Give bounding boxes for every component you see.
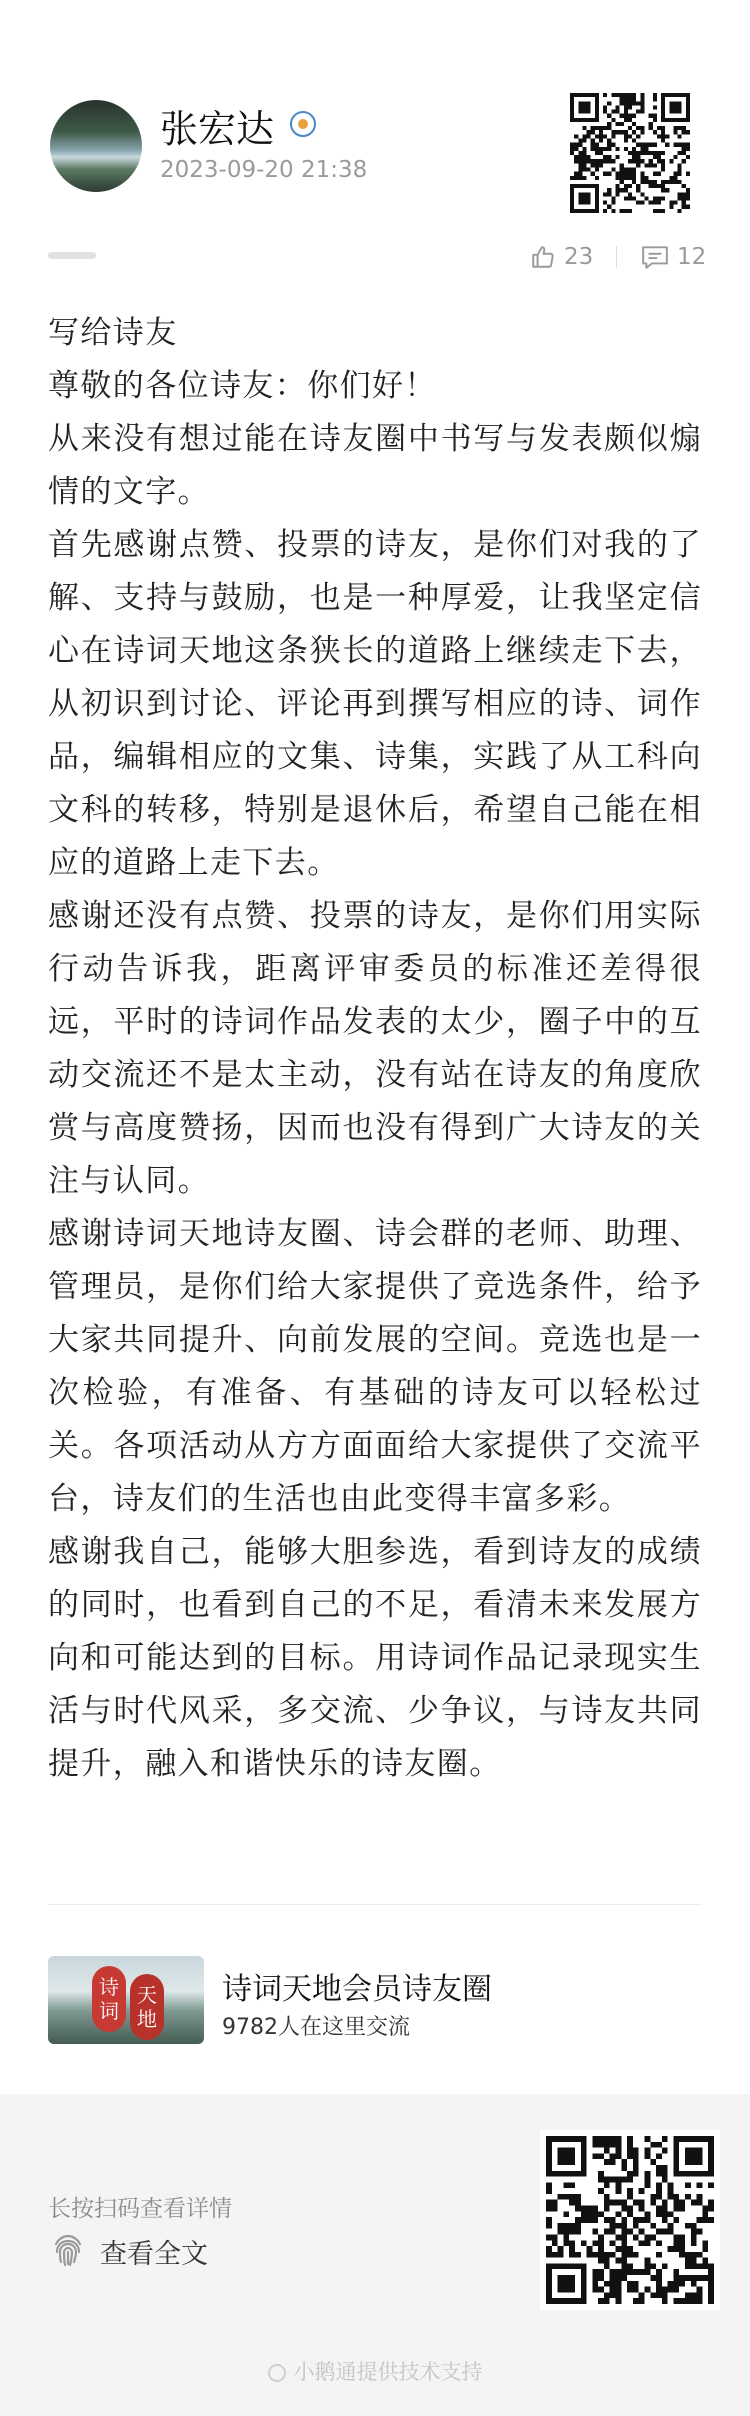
qr-code-bottom-matrix — [546, 2136, 714, 2304]
article-paragraph: 首先感谢点赞、投票的诗友，是你们对我的了解、支持与鼓励，也是一种厚爱，让我坚定信心在诗词天地这条狭长的道路上继续走下去，从初识到讨论、评论再到撰写相应的诗、词作品，编辑相应的文集、诗集，实践了从工科向文科的转移，特别是退休后，希望自己能在相应的道路上走下去。 — [48, 527, 702, 881]
post-timestamp: 2023-09-20 21:38 — [160, 157, 368, 183]
fingerprint-icon — [48, 2230, 88, 2270]
qr-code-top — [570, 93, 690, 213]
article-paragraph: 感谢还没有点赞、投票的诗友，是你们用实际行动告诉我，距离评审委员的标准还差得很远，平时的诗词作品发表的太少，圈子中的互动交流还不是太主动，没有站在诗友的角度欣赏与高度赞扬，因而也没有得到广大诗友的关注与认同。 — [48, 898, 702, 1199]
like-button[interactable] — [530, 240, 593, 274]
logo-seal: 诗 词 — [92, 1966, 126, 2032]
circle-member-count: 9782人在这里交流 — [222, 2015, 410, 2040]
article-body — [48, 307, 702, 1791]
qr-code-bottom — [540, 2130, 720, 2310]
share-footer — [0, 2094, 750, 2416]
circle-logo[interactable] — [48, 1956, 204, 2044]
comment-icon — [641, 244, 669, 270]
xiaoetong-logo-icon — [268, 2364, 286, 2382]
article-paragraph: 从来没有想过能在诗友圈中书写与发表颇似煽情的文字。 — [48, 421, 702, 510]
article-paragraph: 感谢我自己，能够大胆参选，看到诗友的成绩的同时，也看到自己的不足，看清未来发展方向和可能达到的目标。用诗词作品记录现实生活与时代风采，多交流、少争议，与诗友共同提升，融入和谐快乐的诗友圈。 — [48, 1534, 702, 1782]
comment-count: 12 — [677, 244, 707, 270]
comment-button[interactable] — [641, 240, 706, 274]
verified-badge-icon — [290, 111, 316, 137]
article-title: 写给诗友 — [48, 315, 178, 351]
powered-by — [0, 2356, 750, 2386]
circle-name[interactable]: 诗词天地会员诗友圈 — [222, 1972, 492, 2007]
article-paragraph: 感谢诗词天地诗友圈、诗会群的老师、助理、管理员，是你们给大家提供了竞选条件，给予大家共同提升、向前发展的空间。竞选也是一次检验，有准备、有基础的诗友可以轻松过关。各项活动从方方面面给大家提供了交流平台，诗友们的生活也由此变得丰富多彩。 — [48, 1216, 702, 1517]
author-name[interactable]: 张宏达 — [160, 107, 275, 151]
like-count: 23 — [564, 244, 594, 270]
article-paragraph: 尊敬的各位诗友：你们好！ — [48, 368, 437, 404]
powered-by-text: 小鹅通提供技术支持 — [293, 2360, 483, 2384]
thumbs-up-icon — [530, 244, 556, 270]
divider-short-bar — [48, 252, 96, 259]
scan-hint: 长按扫码查看详情 — [48, 2196, 232, 2222]
content-divider — [48, 1904, 702, 1905]
logo-seal: 天 地 — [130, 1974, 164, 2040]
author-avatar[interactable] — [50, 100, 142, 192]
view-full-text-link[interactable]: 查看全文 — [100, 2239, 208, 2270]
stat-separator — [616, 246, 617, 268]
